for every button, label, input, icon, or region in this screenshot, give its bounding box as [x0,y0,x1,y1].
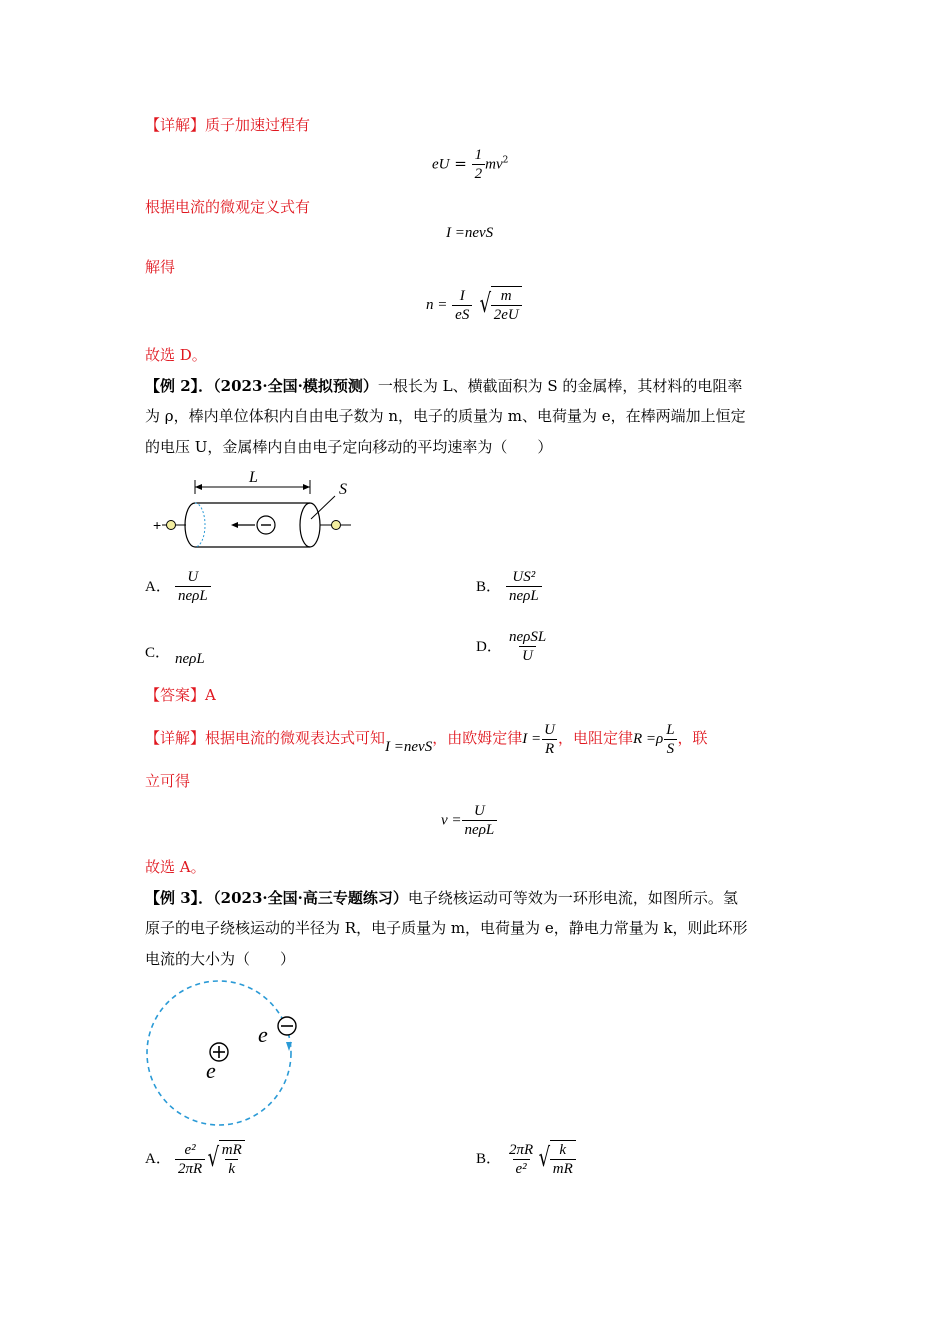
ex2-detail-line-1: 【详解】根据电流的微观表达式可知I =nevS，由欧姆定律I = $\frac{U}{R}$ ，电阻定律R =ρ $\frac{L}{S}$ ，联 [145,721,708,757]
option-D[interactable]: D． $\frac{\text{neρSL}}{U}$ [476,629,547,664]
option-A-ex3[interactable]: A． $\frac{\text{e²}}{2\pi R}$ √ $\frac{mR}{k}$ [145,1140,245,1178]
detail-line-1 [145,114,310,136]
answer-line [145,684,216,706]
example-3-source: （2023·全国·高三专题练习） [213,889,408,907]
answer-label: 【答案】 [145,686,206,704]
metal-rod-figure [145,466,365,556]
option-B[interactable]: B． $\frac{\text{US²}}{\text{neρL}}$ [476,568,542,605]
sqrt-sign: √ $\frac{m}{2eU}$ [477,286,522,324]
length-L-label: L [249,469,258,486]
right-terminal [332,521,341,530]
equation-I-nevS: I =nevS [446,225,494,241]
left-terminal [167,521,176,530]
example-2-source: （2023·全国·模拟预测） [213,377,378,395]
example-3-line-1: 【例 3】．（2023·全国·高三专题练习）电子绕核运动可等效为一环形电流，如图所示。氢 [145,889,738,907]
solve-line: 解得 [145,258,176,276]
detail-text: 质子加速过程有 [205,116,311,134]
conclusion-D: 故选 D。 [145,346,207,364]
example-3-line-2: 原子的电子绕核运动的半径为 R，电子质量为 m，电荷量为 e，静电力常量为 k，则此环形 [145,919,748,937]
example-2-label: 【例 2】． [145,377,214,395]
answer-value: A [205,686,216,704]
plus-terminal-label: + [153,517,162,533]
detail-label: 【详解】 [145,116,206,134]
example-3-label: 【例 3】． [145,889,214,907]
option-A[interactable]: A． $\frac{U}{\text{neρL}}$ [145,568,211,605]
equation-eU: eU = $\frac{1}{2}$ $mv^2$ [432,147,509,182]
example-2-line-1: 【例 2】．（2023·全国·模拟预测）一根长为 L、横截面积为 S 的金属棒，其材料的电阻率 [145,377,743,395]
electron-orbit-figure [140,975,310,1135]
micro-definition-line: 根据电流的微观定义式有 [145,198,311,216]
conclusion-A: 故选 A。 [145,858,206,876]
equation-n: n = $\frac{I}{eS}$ √ $\frac{m}{2eU}$ [426,286,522,324]
example-2-line-3: 的电压 U，金属棒内自由电子定向移动的平均速率为（ ） [145,438,553,456]
fraction-half: $\frac{1}{2}$ [472,146,486,183]
equation-v: v = $\frac{U}{\text{neρL}}$ [441,802,497,839]
example-2-line-2: 为 ρ，棒内单位体积内自由电子数为 n，电子的质量为 m、电荷量为 e，在棒两端加上恒定 [145,407,746,425]
area-S-label: S [339,481,347,498]
nucleus-charge-label: e [206,1058,216,1083]
option-B-ex3[interactable]: B． $\frac{2\pi R}{\text{e²}}$ √ $\frac{k}{mR}$ [476,1140,576,1178]
ex2-detail-line-2: 立可得 [145,772,191,790]
option-C[interactable]: C． neρL [145,645,205,667]
electron-charge-label: e [258,1022,268,1047]
example-3-line-3: 电流的大小为（ ） [145,950,296,968]
